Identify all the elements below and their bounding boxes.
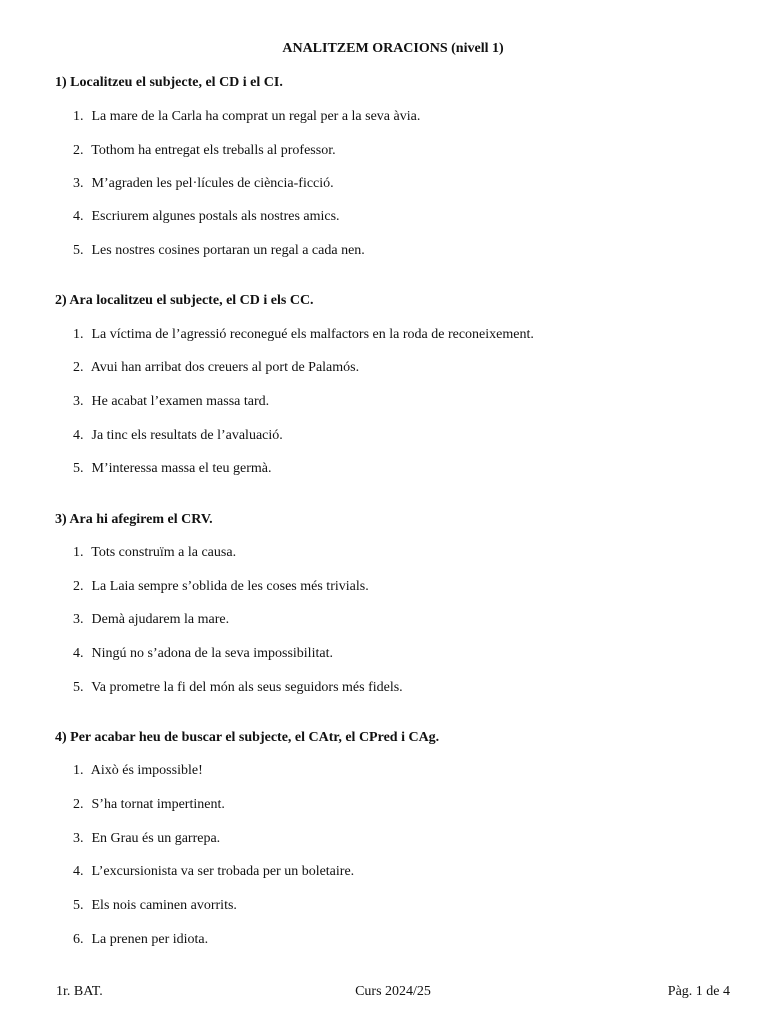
- list-item: [73, 242, 365, 260]
- footer-school-year: Curs 2024/25: [355, 984, 431, 999]
- item-text: Tothom ha entregat els treballs al professor.: [91, 143, 336, 158]
- item-text: La Laia sempre s’oblida de les coses més trivials.: [91, 579, 369, 594]
- list-item: [73, 897, 237, 915]
- list-item: [73, 427, 283, 445]
- list-item: [73, 611, 229, 629]
- item-number: 5.: [73, 898, 84, 913]
- item-number: 3.: [73, 612, 84, 627]
- list-item: [73, 544, 236, 562]
- item-text: Va prometre la fi del món als seus seguidors més fidels.: [91, 680, 403, 695]
- item-number: 3.: [73, 831, 84, 846]
- list-item: [73, 208, 340, 226]
- item-number: 1.: [73, 327, 84, 342]
- list-item: [73, 645, 333, 663]
- item-number: 4.: [73, 428, 84, 443]
- item-number: 6.: [73, 932, 84, 947]
- item-number: 4.: [73, 646, 84, 661]
- section-heading-3: 3) Ara hi afegirem el CRV.: [55, 512, 213, 527]
- item-number: 1.: [73, 109, 84, 124]
- page-title: ANALITZEM ORACIONS (nivell 1): [282, 41, 504, 56]
- list-item: [73, 931, 208, 949]
- section-heading-2: 2) Ara localitzeu el subjecte, el CD i els CC.: [55, 293, 314, 308]
- item-number: 2.: [73, 797, 84, 812]
- list-item: [73, 175, 334, 193]
- section-heading-4: 4) Per acabar heu de buscar el subjecte, el CAtr, el CPred i CAg.: [55, 730, 440, 745]
- item-text: S’ha tornat impertinent.: [91, 797, 225, 812]
- item-text: La prenen per idiota.: [91, 932, 209, 947]
- item-number: 3.: [73, 394, 84, 409]
- item-text: Ja tinc els resultats de l’avaluació.: [91, 428, 283, 443]
- item-number: 2.: [73, 579, 84, 594]
- list-item: [73, 460, 272, 478]
- item-text: M’interessa massa el teu germà.: [91, 461, 272, 476]
- item-text: Demà ajudarem la mare.: [91, 612, 230, 627]
- footer-page-number: Pàg. 1 de 4: [667, 984, 730, 999]
- item-text: Tots construïm a la causa.: [91, 545, 237, 560]
- list-item: [73, 796, 225, 814]
- item-number: 1.: [73, 545, 84, 560]
- footer-course-level: 1r. BAT.: [56, 984, 103, 999]
- item-text: Les nostres cosines portaran un regal a cada nen.: [91, 243, 365, 258]
- item-number: 2.: [73, 143, 84, 158]
- item-number: 4.: [73, 209, 84, 224]
- list-item: [73, 359, 359, 377]
- list-item: [73, 578, 369, 596]
- list-item: [73, 830, 220, 848]
- list-item: [73, 762, 203, 780]
- list-item: [73, 108, 420, 126]
- section-heading-1: 1) Localitzeu el subjecte, el CD i el CI.: [55, 75, 283, 90]
- item-number: 2.: [73, 360, 84, 375]
- list-item: [73, 142, 336, 160]
- item-text: Això és impossible!: [90, 763, 203, 778]
- item-number: 4.: [73, 864, 84, 879]
- item-text: Escriurem algunes postals als nostres amics.: [91, 209, 340, 224]
- item-text: Ningú no s’adona de la seva impossibilitat.: [91, 646, 333, 661]
- item-text: He acabat l’examen massa tard.: [91, 394, 270, 409]
- item-number: 5.: [73, 243, 84, 258]
- item-text: M’agraden les pel·lícules de ciència-ficció.: [91, 176, 334, 191]
- item-text: La víctima de l’agressió reconegué els malfactors en la roda de reconeixement.: [91, 327, 534, 342]
- item-text: La mare de la Carla ha comprat un regal per a la seva àvia.: [91, 109, 421, 124]
- item-text: L’excursionista va ser trobada per un boletaire.: [91, 864, 355, 879]
- list-item: [73, 393, 269, 411]
- list-item: [73, 679, 403, 697]
- item-number: 1.: [73, 763, 84, 778]
- list-item: [73, 863, 354, 881]
- item-text: En Grau és un garrepa.: [91, 831, 221, 846]
- item-number: 3.: [73, 176, 84, 191]
- item-text: Avui han arribat dos creuers al port de Palamós.: [90, 360, 360, 375]
- list-item: [73, 326, 534, 344]
- item-text: Els nois caminen avorrits.: [91, 898, 237, 913]
- item-number: 5.: [73, 461, 84, 476]
- item-number: 5.: [73, 680, 84, 695]
